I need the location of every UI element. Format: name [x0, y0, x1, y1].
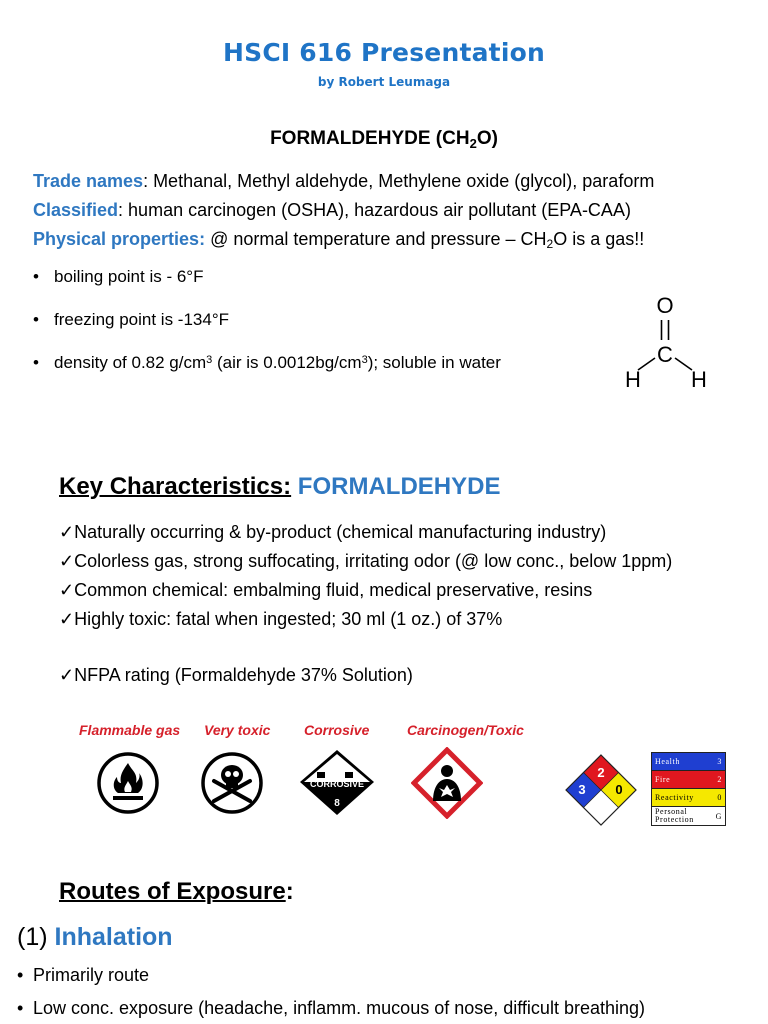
- health-hazard-icon: [411, 747, 483, 819]
- corrosive-sign-icon: [297, 748, 377, 818]
- svg-text:H: H: [625, 367, 641, 390]
- svg-text:0: 0: [615, 782, 623, 797]
- carcinogen-label: Carcinogen/Toxic: [407, 722, 524, 738]
- characteristic-item: ✓Common chemical: embalming fluid, medical preservative, resins: [59, 580, 593, 600]
- key-characteristics-heading: Key Characteristics: FORMALDEHYDE: [59, 473, 501, 500]
- nfpa-row-protection: Personal Protection G: [652, 807, 725, 825]
- routes-of-exposure-heading: Routes of Exposure:: [59, 878, 294, 905]
- page-title: HSCI 616 Presentation: [223, 38, 545, 67]
- svg-text:8: 8: [334, 798, 340, 809]
- characteristic-item: ✓Highly toxic: fatal when ingested; 30 ml (1 oz.) of 37%: [59, 609, 503, 629]
- corrosive-label: Corrosive: [304, 722, 370, 738]
- author-byline: by Robert Leumaga: [317, 75, 451, 89]
- trade-names-line: Trade names: Methanal, Methyl aldehyde, Methylene oxide (glycol), paraform: [33, 171, 655, 191]
- characteristic-item: ✓Colorless gas, strong suffocating, irritating odor (@ low conc., below 1ppm): [59, 551, 673, 571]
- svg-text:C: C: [657, 342, 673, 367]
- characteristic-item: ✓Naturally occurring & by-product (chemical manufacturing industry): [59, 522, 607, 542]
- svg-text:3: 3: [578, 782, 586, 797]
- physical-properties-line: Physical properties: @ normal temperature and pressure – $CH_2O$ is a gas!!: [33, 229, 645, 251]
- classified-line: Classified: human carcinogen (OSHA), hazardous air pollutant (EPA-CAA): [33, 200, 631, 220]
- density-bullet: • density of 0.82 $g/cm^3$ (air is $0.0012bg/cm^3$); soluble in water: [33, 353, 501, 372]
- route-bullet: • Primarily route: [17, 965, 150, 985]
- nfpa-row-reactivity: Reactivity 0: [652, 789, 725, 807]
- formaldehyde-structure: [615, 290, 715, 390]
- boiling-point-bullet: • boiling point is - 6°F: [33, 267, 204, 286]
- svg-text:CORROSIVE: CORROSIVE: [309, 779, 365, 789]
- nfpa-rating-table: [651, 752, 726, 826]
- section-heading: FORMALDEHYDE $(CH_2O)$: [270, 128, 498, 151]
- flammable-label: Flammable gas: [79, 722, 181, 738]
- freezing-point-bullet: • freezing point is -134°F: [33, 310, 229, 329]
- svg-text:O: O: [656, 293, 674, 318]
- nfpa-diamond-icon: [565, 754, 637, 826]
- toxic-label: Very toxic: [204, 722, 271, 738]
- svg-text:2: 2: [597, 765, 605, 780]
- nfpa-rating-item: ✓NFPA rating (Formaldehyde 37% Solution): [59, 665, 413, 685]
- inhalation-heading: (1) Inhalation: [17, 923, 173, 951]
- svg-text:H: H: [691, 367, 707, 390]
- nfpa-row-fire: Fire 2: [652, 771, 725, 789]
- skull-crossbones-icon: [200, 751, 264, 815]
- flame-icon: [96, 751, 160, 815]
- route-bullet: • Low conc. exposure (headache, inflamm. mucous of nose, difficult breathing): [17, 998, 645, 1018]
- nfpa-row-health: Health 3: [652, 753, 725, 771]
